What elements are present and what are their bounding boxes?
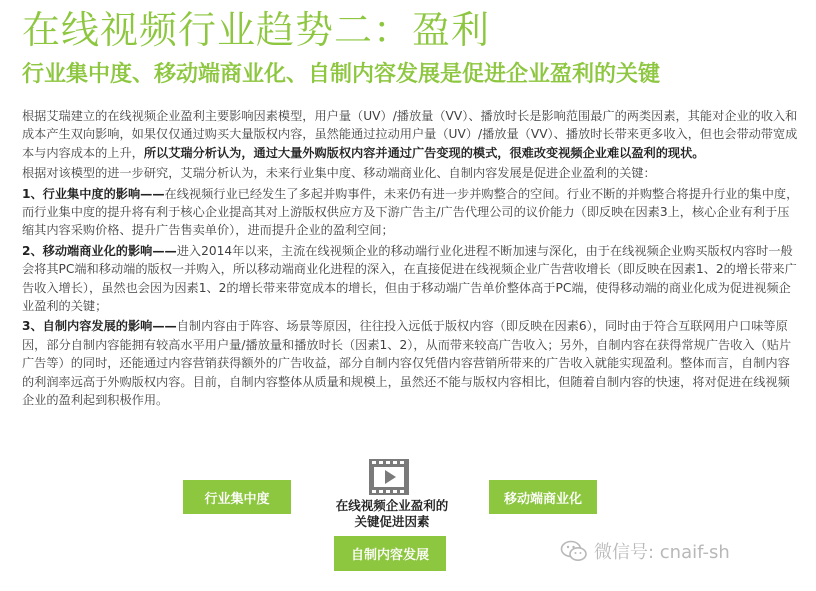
wechat-icon — [560, 539, 588, 563]
wechat-watermark — [560, 538, 730, 564]
factor-box-concentration: 行业集中度 — [183, 480, 291, 514]
factor-box-mobile: 移动端商业化 — [489, 480, 597, 514]
factor-box-original-content: 自制内容发展 — [334, 536, 446, 571]
point-heading: 1、行业集中度的影响—— — [22, 186, 165, 201]
watermark-text: 微信号: cnaif-sh — [594, 542, 730, 563]
point-heading: 2、移动端商业化的影响—— — [22, 243, 177, 258]
diagram-center-label — [310, 498, 474, 530]
point-paragraph — [22, 185, 800, 240]
center-label-line2: 关键促进因素 — [354, 514, 430, 529]
point-paragraph — [22, 242, 800, 316]
page-subtitle: 行业集中度、移动端商业化、自制内容发展是促进企业盈利的关键 — [22, 62, 661, 87]
intro-paragraph — [22, 107, 800, 162]
body-text — [22, 107, 800, 412]
point-text: 自制内容由于阵容、场景等原因，往往投入远低于版权内容（即反映在因素6），同时由于符合互联网用户口味等原因，部分自制内容能拥有较高水平用户量/播放量和播放时长（因素1、2），从而带来较高广告收入；另外，自制内容在获得常规广告收入（贴片广告等）的同时，还能通过内容营销获得额外的广告收益，部分自制内容仅凭借内容营销所带来的广告收入就能实现盈利。整体而言，自制内容的利润率远高于外购版权内容。目前，自制内容整体从质量和规模上，虽然还不能与版权内容相比，但随着自制内容的快速，将对促进在线视频企业的盈利起到积极作用。 — [22, 319, 792, 408]
video-play-icon — [368, 458, 410, 496]
intro-text: 根据艾瑞建立的在线视频企业盈利主要影响因素模型，用户量（UV）/播放量（VV）、播放时长是影响范围最广的两类因素，其能对企业的收入和成本产生双向影响，如果仅仅通过购买大量版权内容，虽然能通过拉动用户量（UV）/播放量（VV）、播放时长带来更多收入，但也会带动带宽成本与内容成本的上升， — [22, 109, 798, 160]
page-title: 在线视频行业趋势二：盈利 — [22, 8, 491, 52]
center-label-line1: 在线视频企业盈利的 — [335, 498, 449, 513]
point-heading: 3、自制内容发展的影响—— — [22, 319, 177, 334]
point-text: 在线视频行业已经发生了多起并购事件，未来仍有进一步并购整合的空间。行业不断的并购整合将提升行业的集中度，而行业集中度的提升将有利于核心企业提高其对上游版权供应方及下游广告主/广告代理公司的议价能力（即反映在因素3上，核心企业有利于压缩其内容采购价格、提升广告售卖单价），进而提升企业的盈利空间； — [22, 186, 799, 238]
lead-paragraph: 根据对该模型的进一步研究，艾瑞分析认为，未来行业集中度、移动端商业化、自制内容发展是促进企业盈利的关键： — [22, 166, 656, 181]
intro-conclusion: 所以艾瑞分析认为，通过大量外购版权内容并通过广告变现的模式，很难改变视频企业难以盈利的现状。 — [143, 145, 705, 160]
point-paragraph — [22, 317, 800, 409]
point-text: 进入2014年以来，主流在线视频企业的移动端行业化进程不断加速与深化，由于在线视频企业购买版权内容时一般会将其PC端和移动端的版权一并购入，所以移动端商业化进程的深入，在直接促进在线视频企业广告营收增长（即反映在因素1、2的增长带来广告收入增长），虽然也会因为因素1、2的增长带来带宽成本的增长，但由于移动端广告单价整体高于PC端，使得移动端的商业化成为促进视频企业盈利的关键； — [22, 243, 797, 314]
